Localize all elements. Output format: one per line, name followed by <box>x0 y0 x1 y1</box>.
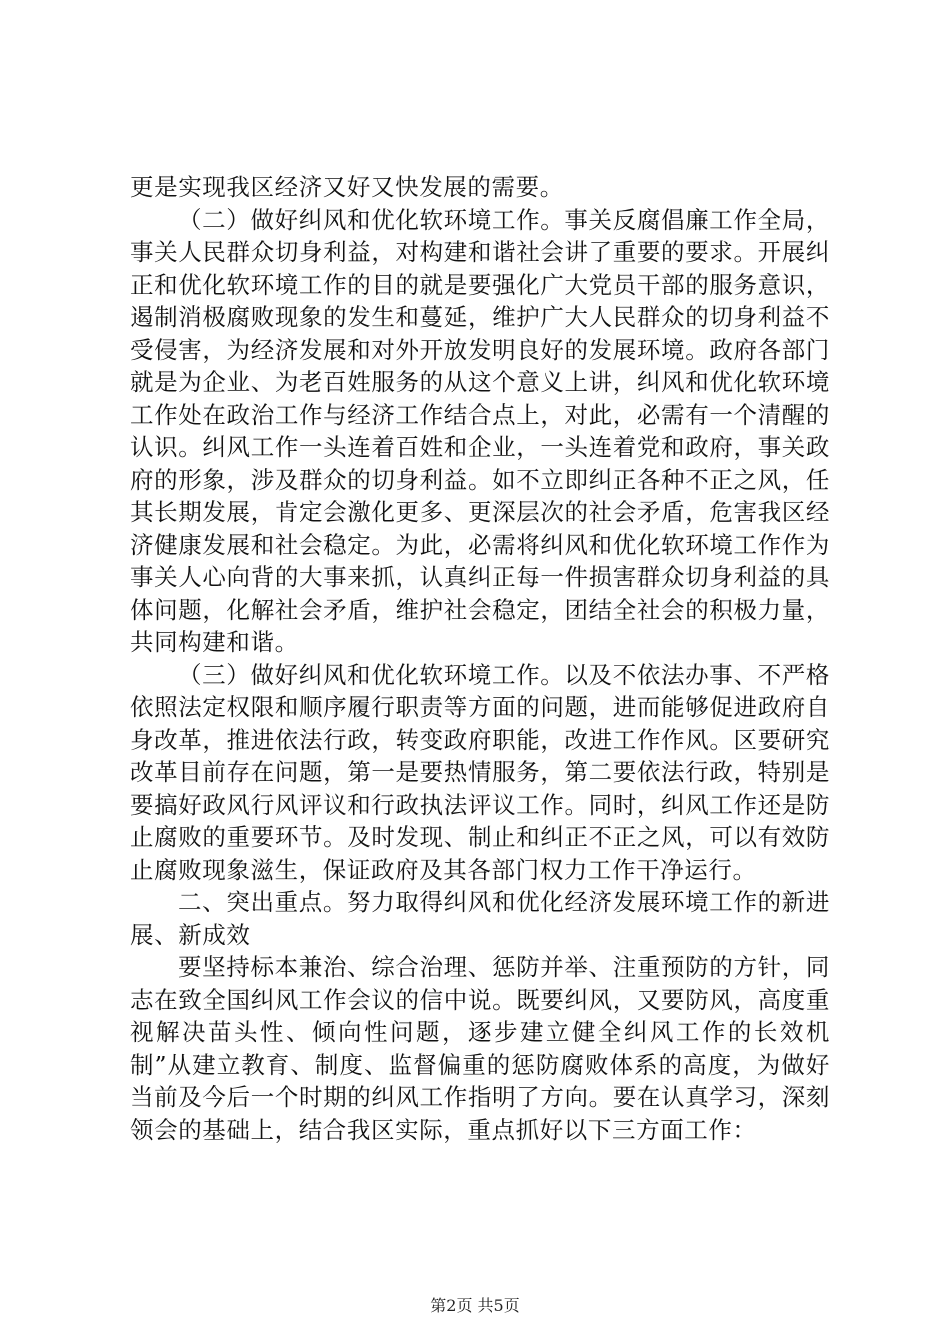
paragraph-continuation: 更是实现我区经济又好又快发展的需要。 <box>130 173 564 201</box>
document-body <box>130 171 830 1146</box>
section-heading-2: 二、突出重点。努力取得纠风和优化经济发展环境工作的新进展、新成效 <box>130 888 830 949</box>
paragraph-section-3: （三）做好纠风和优化软环境工作。以及不依法办事、不严格依照法定权限和顺序履行职责等方面的问题，进而能够促进政府自身改革，推进依法行政，转变政府职能，改进工作作风。区要研究改革目前存在问题，第一是要热情服务，第二要依法行政，特别是要搞好政风行风评议和行政执法评议工作。同时，纠风工作还是防止腐败的重要环节。及时发现、制止和纠正不正之风，可以有效防止腐败现象滋生，保证政府及其各部门权力工作干净运行。 <box>130 660 830 884</box>
paragraph-policy: 要坚持标本兼治、综合治理、惩防并举、注重预防的方针，同志在致全国纠风工作会议的信中说。既要纠风，又要防风，高度重视解决苗头性、倾向性问题，逐步建立健全纠风工作的长效机制”从建立教育、制度、监督偏重的惩防腐败体系的高度，为做好当前及今后一个时期的纠风工作指明了方向。要在认真学习，深刻领会的基础上，结合我区实际，重点抓好以下三方面工作： <box>130 953 830 1144</box>
paragraph-section-2: （二）做好纠风和优化软环境工作。事关反腐倡廉工作全局，事关人民群众切身利益，对构建和谐社会讲了重要的要求。开展纠正和优化软环境工作的目的就是要强化广大党员干部的服务意识，遏制消极腐败现象的发生和蔓延，维护广大人民群众的切身利益不受侵害，为经济发展和对外开放发明良好的发展环境。政府各部门就是为企业、为老百姓服务的从这个意义上讲，纠风和优化软环境工作处在政治工作与经济工作结合点上，对此，必需有一个清醒的认识。纠风工作一头连着百姓和企业，一头连着党和政府，事关政府的形象，涉及群众的切身利益。如不立即纠正各种不正之风，任其长期发展，肯定会激化更多、更深层次的社会矛盾，危害我区经济健康发展和社会稳定。为此，必需将纠风和优化软环境工作作为事关人心向背的大事来抓，认真纠正每一件损害群众切身利益的具体问题，化解社会矛盾，维护社会稳定，团结全社会的积极力量，共同构建和谐。 <box>130 205 830 656</box>
page-number-footer: 第2页 共5页 <box>430 1296 520 1315</box>
